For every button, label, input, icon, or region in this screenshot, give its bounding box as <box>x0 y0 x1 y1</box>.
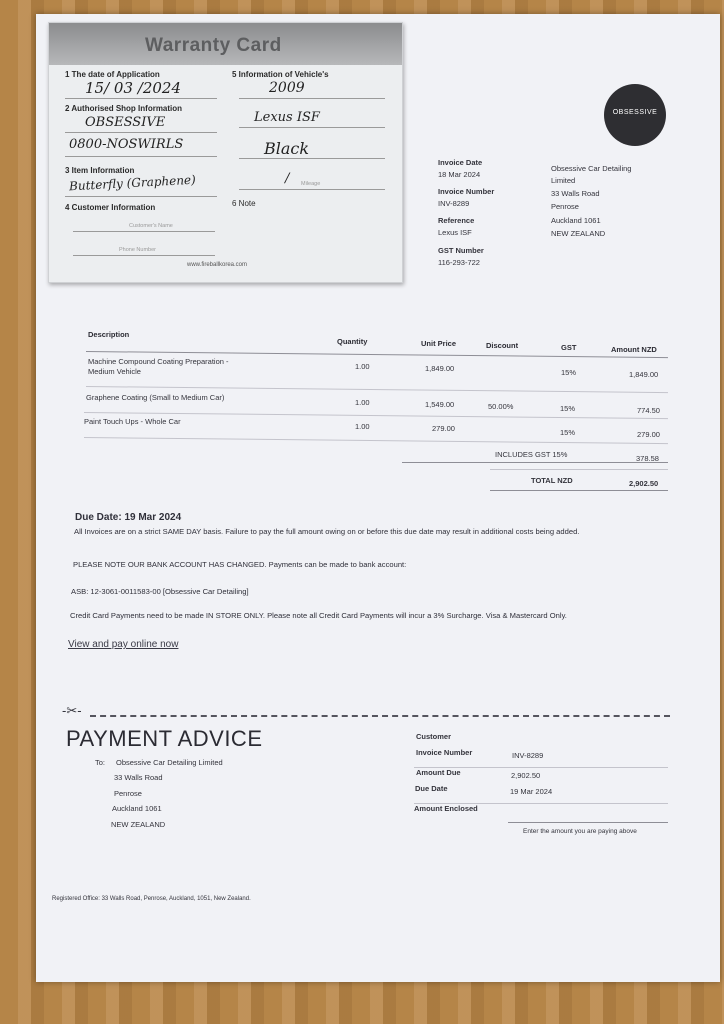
field-item-value: Butterfly (Graphene) <box>68 172 197 194</box>
terms-line-4: Credit Card Payments need to be made IN STORE ONLY. Please note all Credit Card Payments will incur a 3% Surcharge. Visa & Mastercard Only. <box>70 611 567 620</box>
amount-due-label: Amount Due <box>416 768 461 777</box>
row2-description: Graphene Coating (Small to Medium Car) <box>86 393 225 402</box>
vehicle-color: Black <box>264 139 310 158</box>
gst-number: 116-293-722 <box>438 258 480 267</box>
terms-line-1: All Invoices are on a strict SAME DAY basis. Failure to pay the full amount owing on or before this due date may result in additional costs being added. <box>74 527 580 536</box>
terms-line-3: ASB: 12-3061-0011583-00 [Obsessive Car Detailing] <box>71 587 249 596</box>
pa-invoice-number: INV-8289 <box>512 751 544 760</box>
view-online-link[interactable]: View and pay online now <box>68 639 179 650</box>
row3-amount: 279.00 <box>637 430 660 439</box>
field-date-label: 1 The date of Application <box>65 70 160 79</box>
card-website: www.fireballkorea.com <box>187 262 248 268</box>
to-street: 33 Walls Road <box>114 773 163 782</box>
row1-gst: 15% <box>561 368 577 377</box>
field-shop-value: OBSESSIVE <box>85 115 166 130</box>
row1-description: Machine Compound Coating Preparation - <box>88 357 229 366</box>
enter-amount-hint: Enter the amount you are paying above <box>523 828 637 835</box>
phone-placeholder: Phone Number <box>119 247 156 253</box>
rule <box>239 127 385 128</box>
mileage-placeholder: Mileage <box>301 181 321 187</box>
totals-rule-2 <box>490 469 668 470</box>
rule <box>65 156 217 157</box>
customer-label: Customer <box>416 732 452 741</box>
row1-price: 1,849.00 <box>425 364 455 373</box>
company-street: 33 Walls Road <box>551 189 600 198</box>
row1-description-2: Medium Vehicle <box>88 367 141 376</box>
rule <box>239 98 385 99</box>
cut-line <box>90 715 670 717</box>
reference: Lexus ISF <box>438 228 472 237</box>
rule <box>73 231 215 232</box>
customer-name-placeholder: Customer's Name <box>129 223 173 229</box>
vehicle-year: 2009 <box>269 80 305 96</box>
row2-gst: 15% <box>560 404 576 413</box>
reference-label: Reference <box>438 216 475 225</box>
vehicle-model: Lexus ISF <box>254 110 320 125</box>
invoice-number-label: Invoice Number <box>438 187 495 196</box>
company-country: NEW ZEALAND <box>551 229 606 238</box>
company-name: Obsessive Car Detailing <box>551 164 632 173</box>
includes-gst-value: 378.58 <box>636 454 659 463</box>
row3-description: Paint Touch Ups - Whole Car <box>84 417 181 426</box>
gst-number-label: GST Number <box>438 246 484 255</box>
payment-advice-title: PAYMENT ADVICE <box>66 726 263 751</box>
totals-rule <box>402 462 668 463</box>
col-quantity: Quantity <box>337 337 368 346</box>
scissors-icon: -✂- <box>62 703 82 718</box>
to-suburb: Penrose <box>114 789 142 798</box>
total-value: 2,902.50 <box>629 479 659 488</box>
field-shop-label: 2 Authorised Shop Information <box>65 104 183 113</box>
pa-invoice-number-label: Invoice Number <box>416 748 473 757</box>
company-logo: OBSESSIVE <box>604 84 666 146</box>
row1-amount: 1,849.00 <box>629 370 659 379</box>
row2-amount: 774.50 <box>637 406 660 415</box>
invoice-date: 18 Mar 2024 <box>438 170 481 179</box>
field-shop-phone: 0800-NOSWIRLS <box>69 137 184 152</box>
field-vehicle-label: 5 Information of Vehicle's <box>232 70 329 79</box>
rule <box>239 189 385 190</box>
field-customer-label: 4 Customer Information <box>65 203 156 212</box>
amount-enclosed-field[interactable] <box>508 822 668 823</box>
to-city: Auckland 1061 <box>112 804 162 813</box>
col-discount: Discount <box>486 341 519 350</box>
company-city: Auckland 1061 <box>551 216 601 225</box>
includes-gst-label: INCLUDES GST 15% <box>495 450 568 459</box>
col-gst: GST <box>561 343 577 352</box>
terms-line-2: PLEASE NOTE OUR BANK ACCOUNT HAS CHANGED. Payments can be made to bank account: <box>73 560 407 569</box>
field-note-label: 6 Note <box>232 199 256 208</box>
row2-qty: 1.00 <box>355 398 370 407</box>
row3-qty: 1.00 <box>355 422 370 431</box>
col-unit-price: Unit Price <box>421 339 457 348</box>
to-country: NEW ZEALAND <box>111 820 166 829</box>
row1-qty: 1.00 <box>355 362 370 371</box>
invoice-date-label: Invoice Date <box>438 158 483 167</box>
to-label: To: <box>95 758 106 767</box>
row2-discount: 50.00% <box>488 402 514 411</box>
rule <box>239 158 385 159</box>
rule <box>65 196 217 197</box>
field-date-value: 15/ 03 /2024 <box>85 79 181 97</box>
col-amount: Amount NZD <box>611 345 657 354</box>
card-title: Warranty Card <box>145 35 282 56</box>
pa-due-date-label: Due Date <box>415 784 448 793</box>
amount-enclosed-label: Amount Enclosed <box>414 804 478 813</box>
to-name: Obsessive Car Detailing Limited <box>116 758 223 767</box>
pa-due-date: 19 Mar 2024 <box>510 787 553 796</box>
company-suburb: Penrose <box>551 202 579 211</box>
total-rule <box>490 490 668 491</box>
row2-price: 1,549.00 <box>425 400 455 409</box>
company-name-2: Limited <box>551 176 576 185</box>
mileage-scribble: / <box>285 171 290 186</box>
row3-price: 279.00 <box>432 424 455 433</box>
rule <box>65 98 217 99</box>
row3-gst: 15% <box>560 428 576 437</box>
due-date-heading: Due Date: 19 Mar 2024 <box>75 512 182 523</box>
rule <box>65 132 217 133</box>
amount-due: 2,902.50 <box>511 771 541 780</box>
total-label: TOTAL NZD <box>531 476 573 485</box>
col-description: Description <box>88 330 130 339</box>
warranty-card <box>48 22 403 283</box>
rule <box>73 255 215 256</box>
invoice-number: INV-8289 <box>438 199 470 208</box>
registered-office: Registered Office: 33 Walls Road, Penrose, Auckland, 1051, New Zealand. <box>52 896 251 902</box>
field-item-label: 3 Item Information <box>65 166 135 175</box>
